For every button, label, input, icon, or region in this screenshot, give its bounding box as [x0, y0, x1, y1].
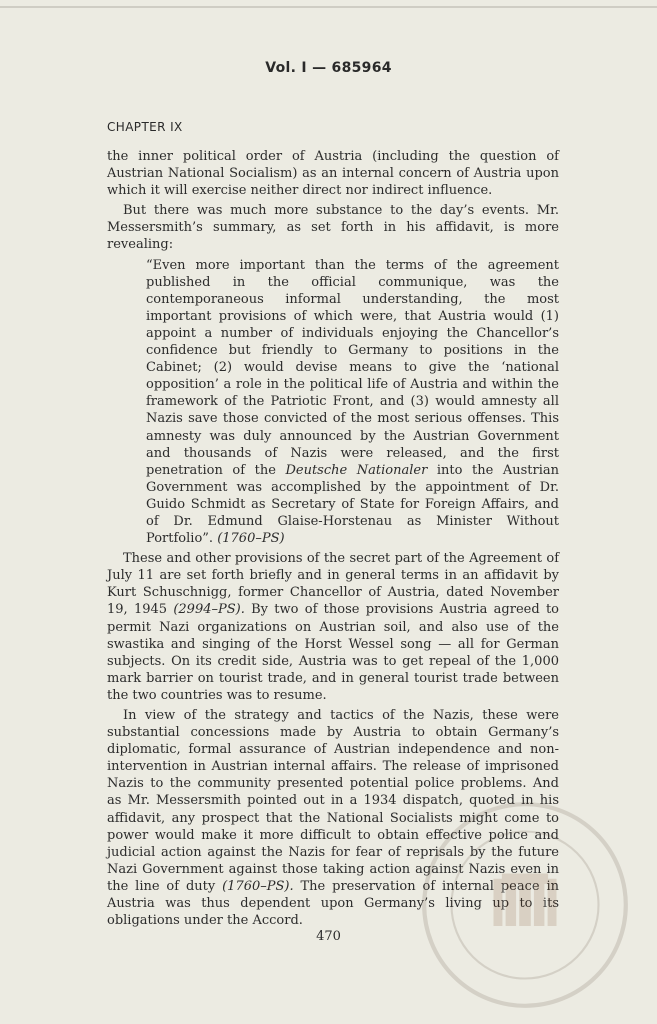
- paragraph-4-citation: (1760–PS).: [222, 878, 294, 894]
- quote-italic-term: Deutsche Nationaler: [285, 462, 428, 478]
- page-number: 470: [316, 929, 341, 944]
- quote-text-a: “Even more important than the terms of the agreement published in the official communique, was the contemporaneous informal understanding, the most important provisions of which were, that Austria would (1) appoint a number of individuals enjoying the Chancellor’s confidence but friendly to Germany to positions in the Cabinet; (2) would devise means to give the ‘national opposition’ a role in the political life of Austria and within the framework of the Patriotic Front, and (3) would amnesty all Nazis save those convicted of the most serious offenses. This amnesty was duly announced by the Austrian Government and thousands of Nazis were released, and the first penetration of the: [146, 257, 559, 478]
- quote-paragraph: [146, 257, 559, 548]
- paragraph-3-citation: (2994–PS).: [173, 602, 245, 618]
- paragraph-4-text-b: The preservation of internal peace in Austria was thus dependent upon Germany’s living up to its obligations under the Accord.: [107, 878, 559, 929]
- paragraph-1: the inner political order of Austria (including the question of Austrian National Socialism) as an internal concern of Austria upon which it will exercise neither direct nor indirect influence.: [107, 149, 559, 199]
- paragraph-2: But there was much more substance to the day’s events. Mr. Messersmith’s summary, as set forth in his affidavit, is more revealing:: [107, 203, 559, 253]
- paragraph-4-text-a: In view of the strategy and tactics of the Nazis, these were substantial concessions made by Austria to obtain Germany’s diplomatic, formal assurance of Austrian independence and non-intervention in Austrian internal affairs. The release of imprisoned Nazis to the community presented potential police problems. And as Mr. Messersmith pointed out in a 1934 dispatch, quoted in his affidavit, any prospect that the National Socialists might come to power would make it more difficult to obtain effective police and judicial action against the Nazis for fear of reprisals by the future Nazi Government against those taking action against Nazis even in the line of duty: [107, 708, 559, 894]
- paragraph-3: [107, 550, 559, 704]
- running-head: Vol. I — 685964: [265, 60, 392, 76]
- quote-citation: (1760–PS): [217, 531, 285, 547]
- quote-text-b: into the Austrian Government was accomplished by the appointment of Dr. Guido Schmidt as Secretary of State for Foreign Affairs, and of Dr. Edmund Glaise-Horstenau as Minister Without Portfolio”.: [146, 462, 560, 547]
- top-edge-line: [0, 6, 657, 8]
- paragraph-3-text-b: By two of those provisions Austria agreed to permit Nazi organizations on Austrian soil, and also use of the swastika and singing of the Horst Wessel song — all for German subjects. On its credit side, Austria was to get repeal of the 1,000 mark barrier on tourist trade, and in general tourist trade between the two countries was to resume.: [107, 602, 559, 703]
- block-quote: [146, 257, 559, 548]
- paragraph-3-text-a: These and other provisions of the secret part of the Agreement of July 11 are set forth briefly and in general terms in an affidavit by Kurt Schuschnigg, former Chancellor of Austria, dated November 19, 1945: [107, 551, 559, 618]
- chapter-heading: CHAPTER IX: [107, 120, 183, 134]
- library-seal-watermark: [420, 800, 630, 1010]
